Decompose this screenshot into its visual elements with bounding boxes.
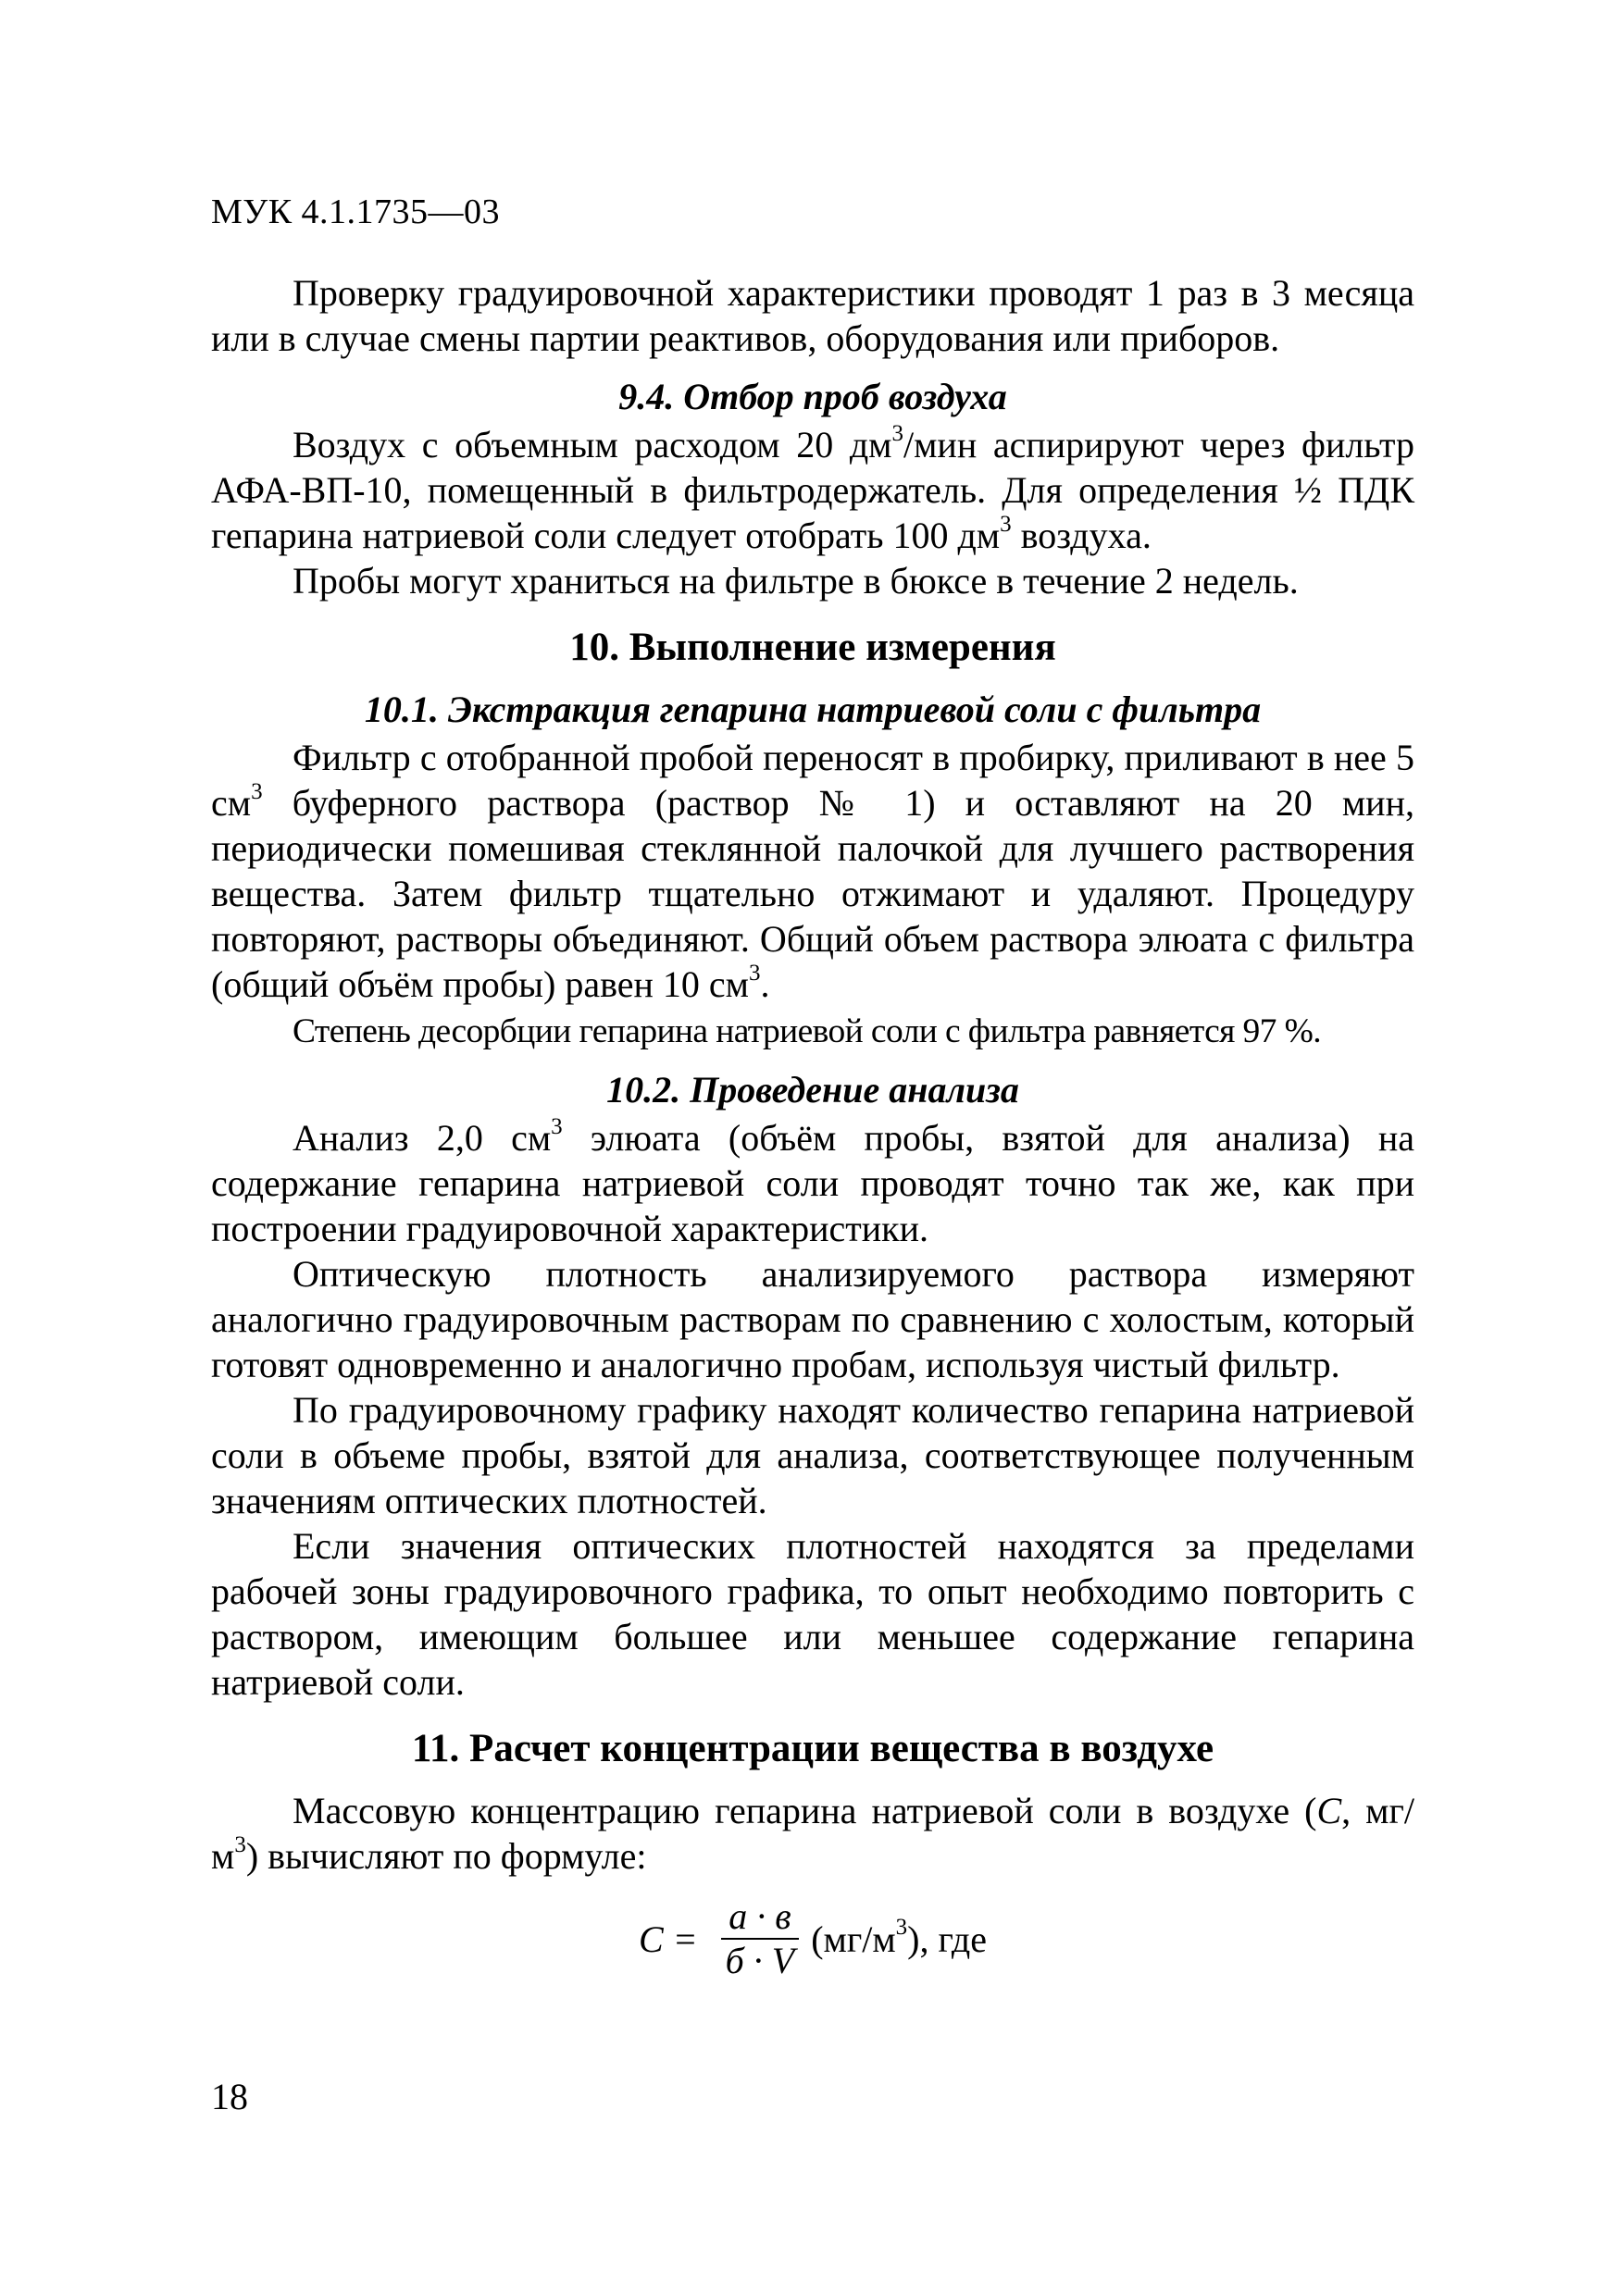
section-10-1-paragraph-2: Степень десорбции гепарина натриевой соли с фильтра равняется 97 %. [293, 1012, 1322, 1050]
section-9-4-paragraph-1: Воздух с объемным расходом 20 $дм^3$/мин аспирируют через фильтр АФА-ВП-10, помещенный в фильтродержатель. Для определения ½ ПДК гепарина натриевой соли следует отобрать 100 $дм^3$ воздуха. [211, 420, 1414, 556]
section-9-4-paragraph-2: Пробы могут храниться на фильтре в бюксе в течение 2 недель. [293, 560, 1299, 602]
concentration-formula [211, 1895, 1414, 1982]
doc-code-header: МУК 4.1.1735—03 [211, 192, 501, 231]
section-10-2-title: 10.2. Проведение анализа [606, 1069, 1019, 1111]
section-10-2-paragraph-2: Оптическую плотность анализируемого раствора измеряют аналогично градуировочным растворам по сравнению с холостым, который готовят одновременно и аналогично пробам, используя чистый фильтр. [211, 1253, 1414, 1385]
section-10-1-title: 10.1. Экстракция гепарина натриевой соли с фильтра [364, 689, 1262, 730]
formula-lhs: С = [638, 1917, 698, 1960]
formula-unit: $(мг/м^3)$, где [811, 1915, 988, 1960]
formula-numerator: а · в [721, 1895, 798, 1940]
section-10-2-paragraph-1: Анализ 2,0 $см^3$ элюата (объём пробы, взятой для анализа) на содержание гепарина натриевой соли проводят точно так же, как при построении градуировочной характеристики. [211, 1113, 1414, 1249]
calibration-check-paragraph: Проверку градуировочной характеристики проводят 1 раз в 3 месяца или в случае смены партии реактивов, оборудования или приборов. [211, 272, 1414, 359]
formula-denominator: б · V [725, 1940, 795, 1981]
section-10-2-paragraph-3: По градуировочному графику находят количество гепарина натриевой соли в объеме пробы, взятой для анализа, соответствующее полученным значениям оптических плотностей. [211, 1389, 1414, 1521]
section-10-1-paragraph-1: Фильтр с отобранной пробой переносят в пробирку, приливают в нее 5 $см^3$ буферного раствора (раствор № 1) и оставляют на 20 мин, периодически помешивая стеклянной палочкой для лучшего растворения вещества. Затем фильтр тщательно отжимают и удаляют. Процедуру повторяют, растворы объединяют. Общий объем раствора элюата с фильтра (общий объём пробы) равен 10 $см^3$. [211, 737, 1414, 1005]
section-11-title: 11. Расчет концентрации вещества в воздухе [411, 1727, 1214, 1770]
section-9-4-title: 9.4. Отбор проб воздуха [618, 376, 1007, 417]
section-10-2-paragraph-4: Если значения оптических плотностей находятся за пределами рабочей зоны градуировочного графика, то опыт необходимо повторить с раствором, имеющим большее или меньшее содержание гепарина натриевой соли. [211, 1525, 1414, 1703]
section-10-title: 10. Выполнение измерения [569, 626, 1056, 669]
section-11-paragraph-1: Массовую концентрацию гепарина натриевой соли в воздухе (С, $мг/м^3$) вычисляют по формуле: [211, 1790, 1414, 1877]
document-body [211, 270, 1414, 1982]
page-number: 18 [211, 2076, 248, 2117]
formula-fraction [718, 1895, 803, 1982]
